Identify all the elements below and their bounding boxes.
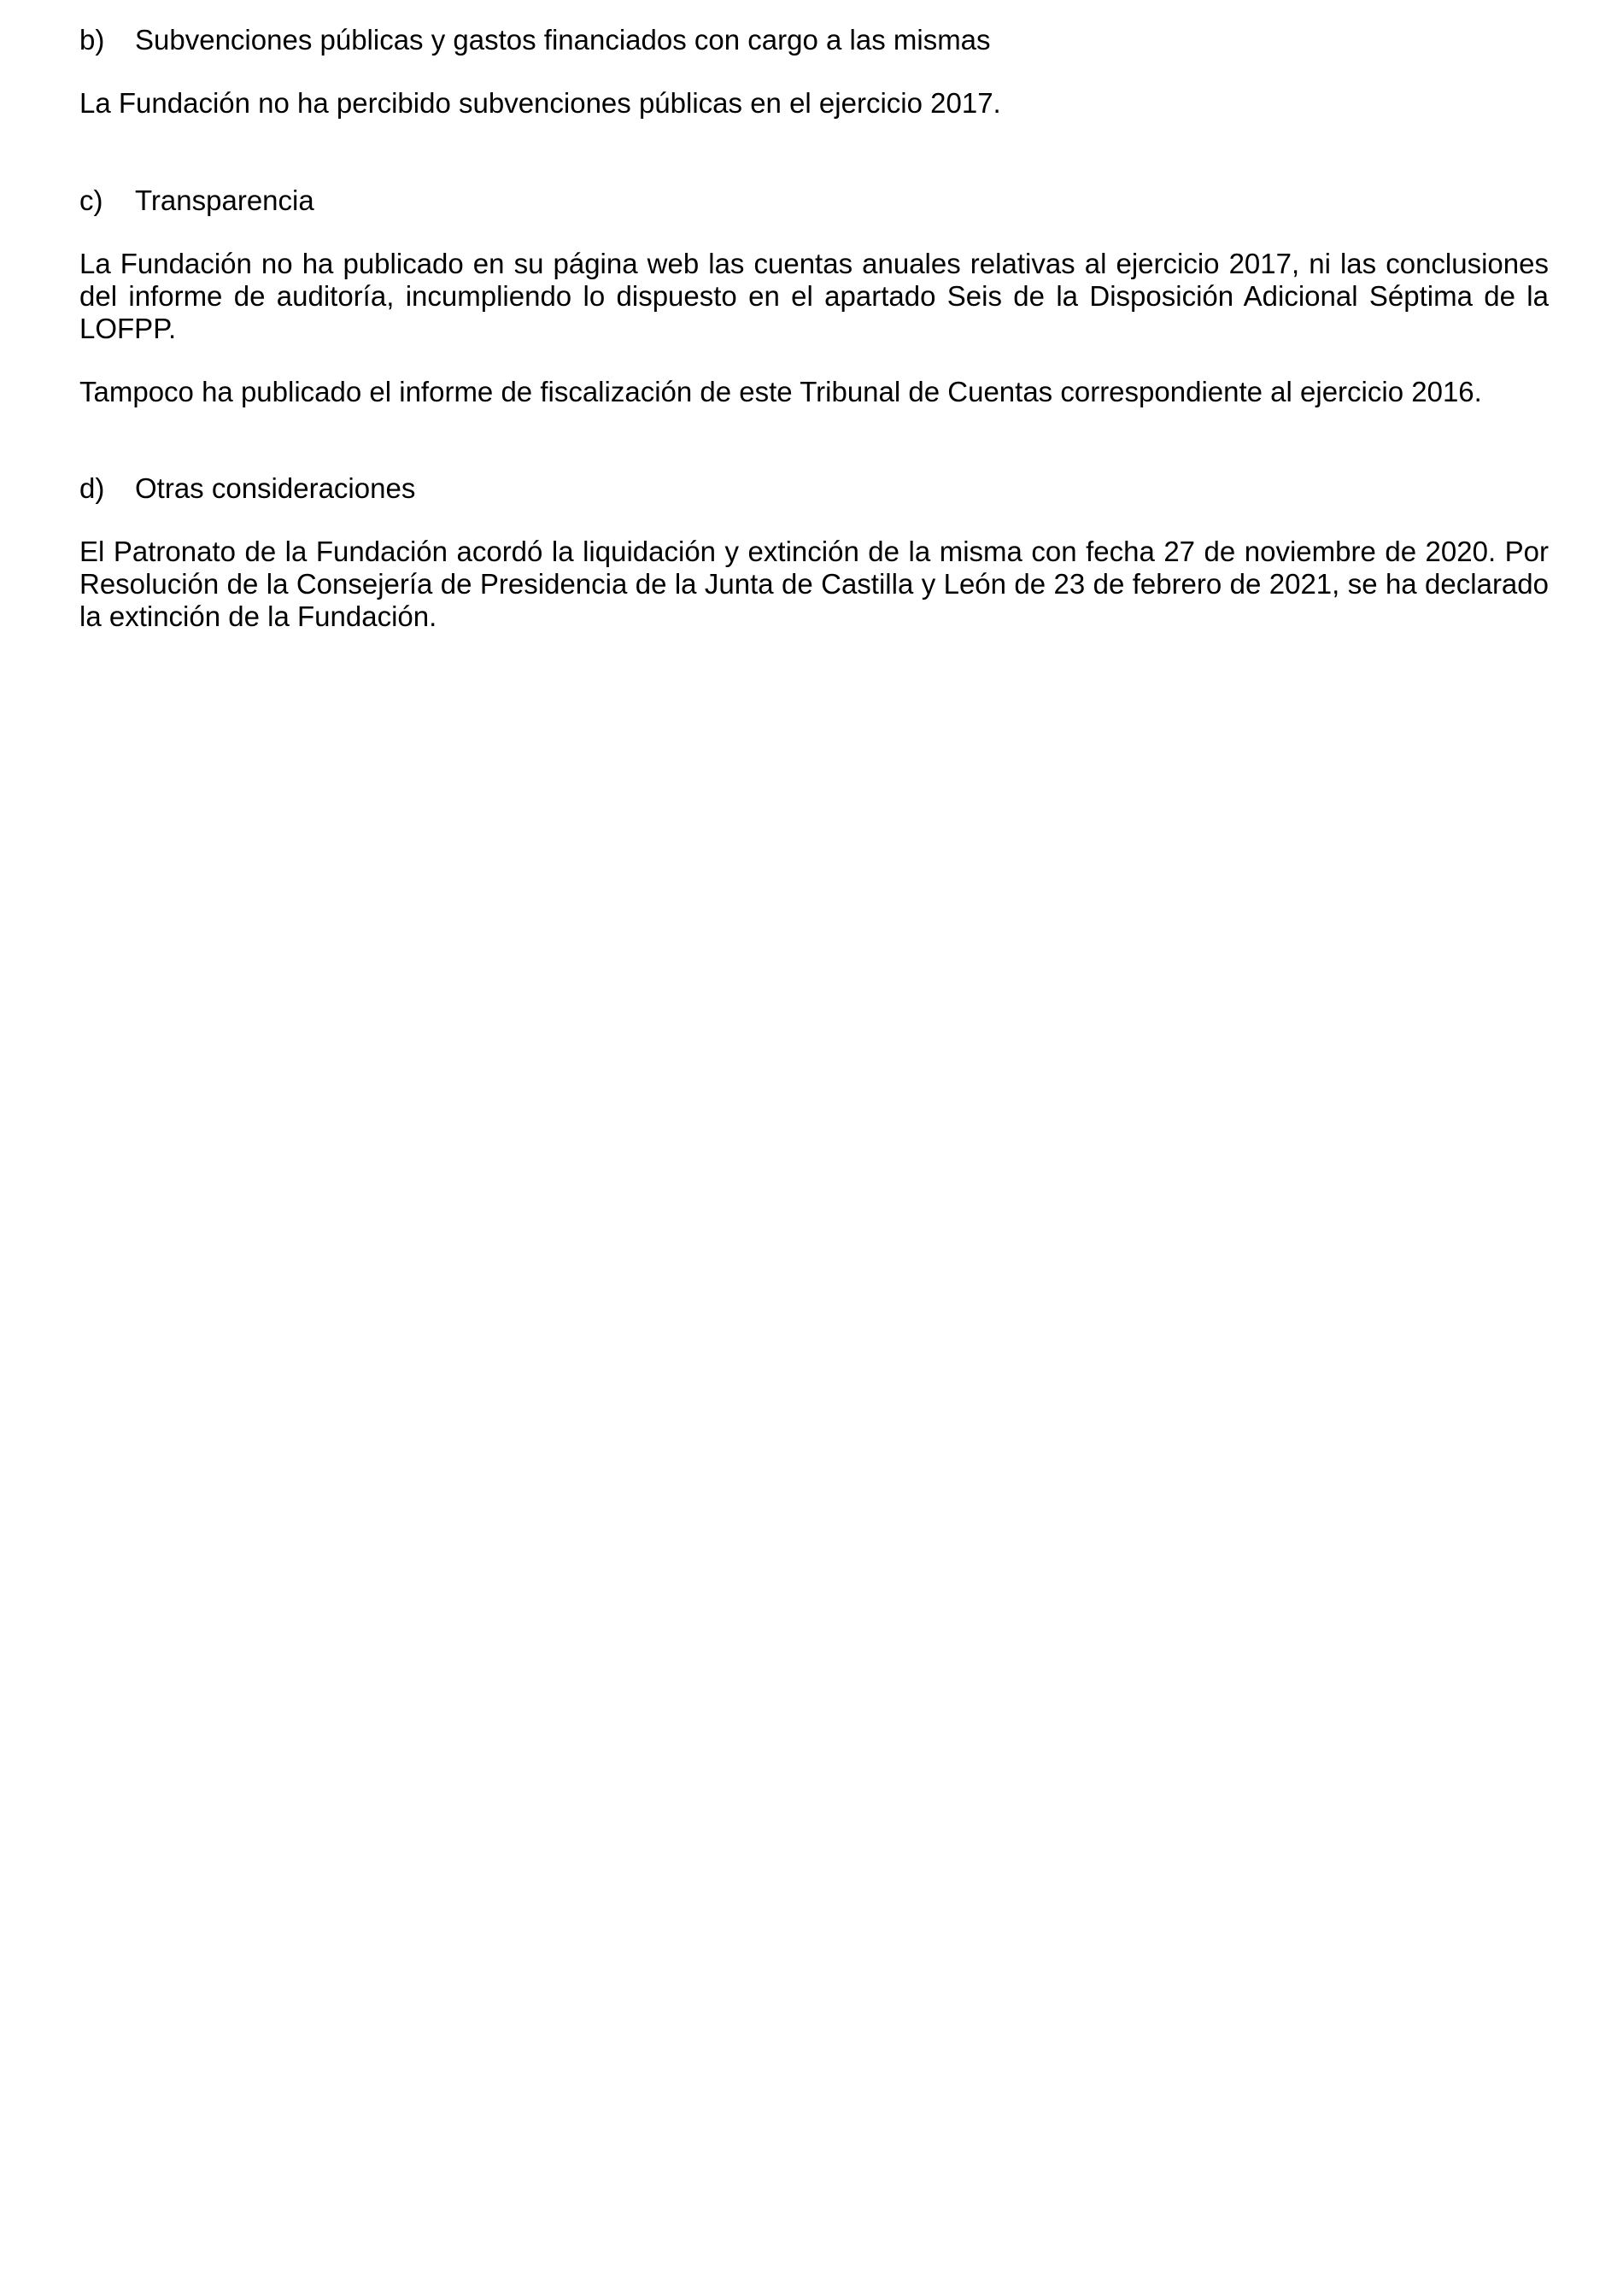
section-letter: d)	[79, 472, 105, 504]
section-c	[79, 184, 1549, 408]
document-body	[79, 24, 1549, 633]
section-title: Otras consideraciones	[135, 472, 416, 504]
section-d	[79, 472, 1549, 633]
section-heading	[79, 472, 1549, 505]
section-heading	[79, 184, 1549, 217]
paragraph: La Fundación no ha publicado en su página web las cuentas anuales relativas al ejercicio 2017, ni las conclusiones del informe de auditoría, incumpliendo lo dispuesto en el apartado Seis de la Disposición Adicional Séptima de la LOFPP.	[79, 248, 1549, 344]
section-letter: b)	[79, 24, 105, 56]
paragraph: El Patronato de la Fundación acordó la liquidación y extinción de la misma con fecha 27 de noviembre de 2020. Por Resolución de la Consejería de Presidencia de la Junta de Castilla y León de 23 de febrero de 2021, se ha declarado la extinción de la Fundación.	[79, 536, 1549, 632]
paragraph: La Fundación no ha percibido subvenciones públicas en el ejercicio 2017.	[79, 87, 1001, 119]
paragraph: Tampoco ha publicado el informe de fiscalización de este Tribunal de Cuentas correspondiente al ejercicio 2016.	[79, 376, 1482, 407]
section-title: Transparencia	[135, 184, 314, 216]
section-heading	[79, 24, 1549, 56]
section-title: Subvenciones públicas y gastos financiados con cargo a las mismas	[135, 24, 991, 56]
section-letter: c)	[79, 184, 103, 216]
section-b	[79, 24, 1549, 120]
